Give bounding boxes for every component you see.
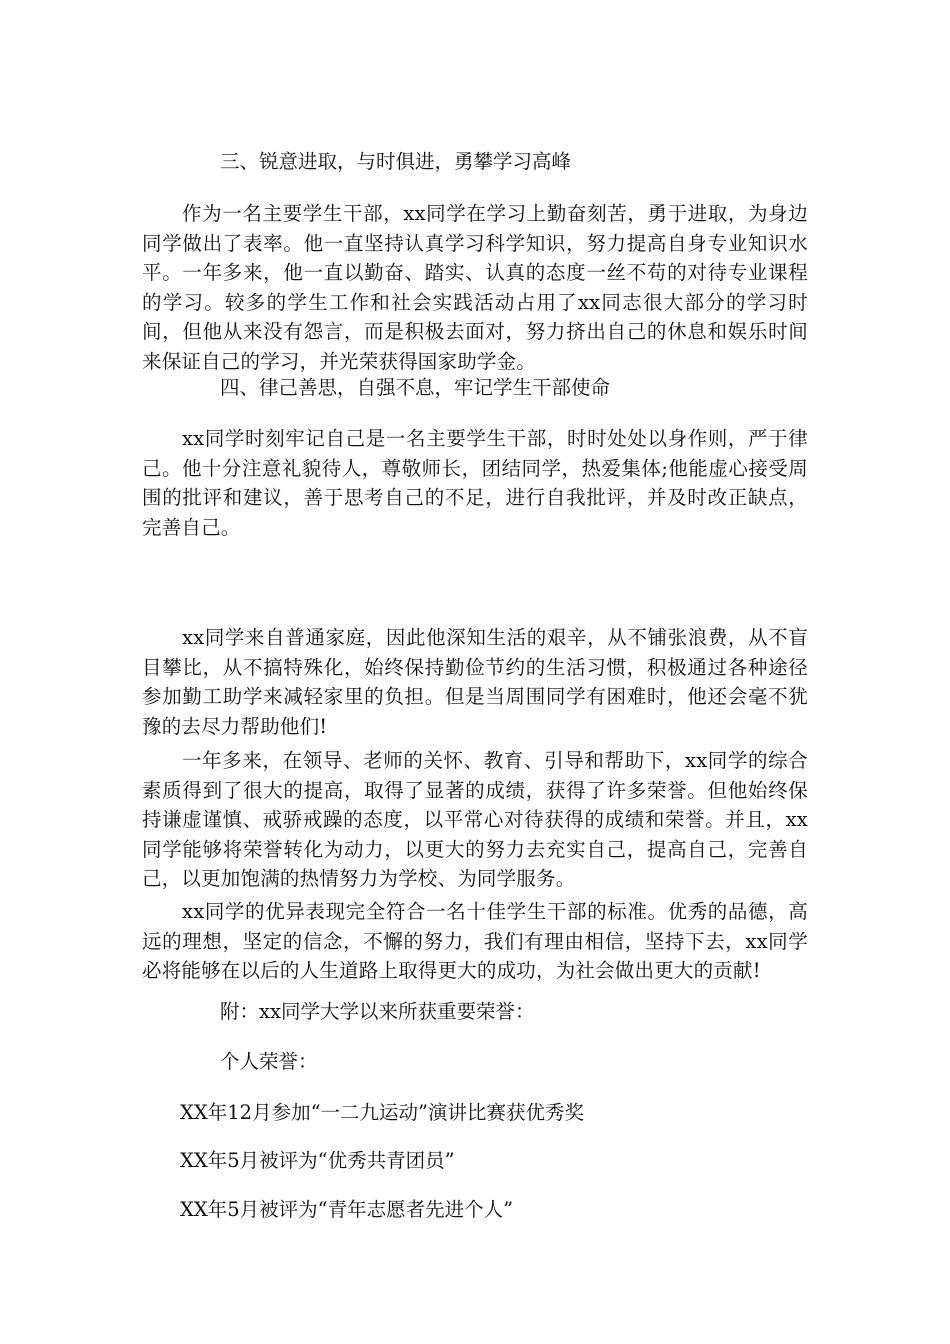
section-4-paragraph: xx同学时刻牢记自己是一名主要学生干部，时时处处以身作则，严于律己。他十分注意礼貌待人，尊敬师长，团结同学，热爱集体;他能虚心接受周围的批评和建议，善于思考自己的不足，进行自我批评，并及时改正缺点，完善自己。 [142,427,808,539]
section-3-paragraph: 作为一名主要学生干部，xx同学在学习上勤奋刻苦，勇于进取，为身边同学做出了表率。他一直坚持认真学习科学知识，努力提高自身专业知识水平。一年多来，他一直以勤奋、踏实、认真的态度一丝不苟的对待专业课程的学习。较多的学生工作和社会实践活动占用了xx同志很大部分的学习时间，但他从来没有怨言，而是积极去面对，努力挤出自己的休息和娱乐时间来保证自己的学习，并光荣获得国家助学金。 [142,202,808,373]
appendix-heading: 附：xx同学大学以来所获重要荣誉： [220,1000,535,1023]
year-summary-paragraph: 一年多来，在领导、老师的关怀、教育、引导和帮助下，xx同学的综合素质得到了很大的提高，取得了显著的成绩，获得了许多荣誉。但他始终保持谦虚谨慎、戒骄戒躁的态度，以平常心对待获得的成绩和荣誉。并且，xx同学能够将荣誉转化为动力，以更大的努力去充实自己，提高自己，完善自己，以更加饱满的热情努力为学校、为同学服务。 [142,749,808,890]
honor-item: XX年12月参加“一二九运动”演讲比赛获优秀奖 [180,1101,585,1124]
family-paragraph: xx同学来自普通家庭，因此他深知生活的艰辛，从不铺张浪费，从不盲目攀比，从不搞特殊化，始终保持勤俭节约的生活习惯，积极通过各种途径参加勤工助学来减轻家里的负担。但是当周围同学有困难时，他还会毫不犹豫的去尽力帮助他们! [142,626,808,738]
section-4-heading: 四、律己善思，自强不息，牢记学生干部使命 [220,376,611,399]
honor-item: XX年5月被评为“优秀共青团员” [180,1149,455,1172]
conclusion-paragraph: xx同学的优异表现完全符合一名十佳学生干部的标准。优秀的品德，高远的理想，坚定的信念，不懈的努力，我们有理由相信，坚持下去，xx同学必将能够在以后的人生道路上取得更大的成功，为社会做出更大的贡献! [142,900,808,982]
section-3-heading: 三、锐意进取，与时俱进，勇攀学习高峰 [220,150,572,173]
personal-honors-heading: 个人荣誉： [220,1050,318,1073]
honor-item: XX年5月被评为“青年志愿者先进个人” [180,1198,514,1221]
